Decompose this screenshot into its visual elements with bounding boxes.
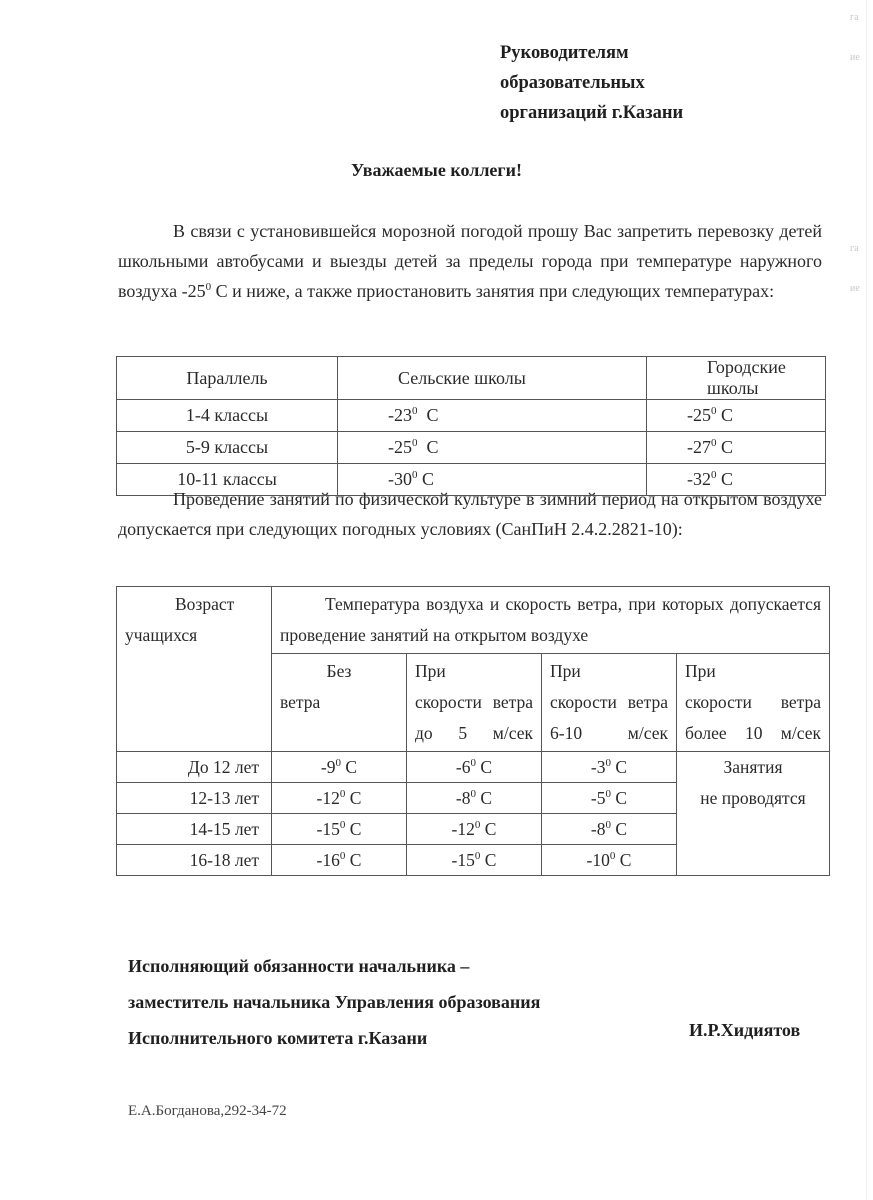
paragraph-text: В связи с установившейся морозной погодой прошу Вас запретить перевозку детей школьными автобусами и выезды детей за пределы города при температуре наружного воздуха -25 — [118, 221, 822, 301]
table-header-row — [117, 357, 826, 400]
school-closure-table — [116, 356, 826, 496]
temp-no-wind: $-16^0$ С — [272, 845, 407, 876]
addressee-line: организаций г.Казани — [500, 103, 684, 123]
bleed-through-mark: га — [850, 12, 859, 23]
age-cell: 14-15 лет — [117, 814, 272, 845]
grade-cell: 5-9 классы — [117, 432, 338, 464]
subheader-wind-5: При скорости ветра до 5 м/сек — [407, 654, 542, 752]
degree-sup: 0 — [205, 281, 212, 293]
paragraph-text: Проведение занятий по физической культуре в зимний период на открытом воздухе допускается при следующих погодных условиях (СанПиН 2.4.2.2821-10): — [118, 489, 822, 539]
subheader-wind-6-10: При скорости ветра 6-10 м/сек — [542, 654, 677, 752]
header-rural: Сельские школы — [338, 357, 647, 400]
subheader-no-wind: Без ветра — [272, 654, 407, 752]
rural-temp: $-23^0$ С — [338, 400, 647, 432]
header-conditions: Температура воздуха и скорость ветра, при которых допускается проведение занятий на открытом воздухе — [272, 587, 830, 654]
grade-cell: 10-11 классы — [117, 464, 338, 496]
grade-cell: 1-4 классы — [117, 400, 338, 432]
salutation: Уважаемые коллеги! — [351, 160, 522, 180]
urban-temp: $-32^0$ С — [647, 464, 826, 496]
urban-temp: $-27^0$ С — [647, 432, 826, 464]
signature-line: заместитель начальника Управления образования — [128, 992, 541, 1012]
temp-wind-5: $-12^0$ С — [407, 814, 542, 845]
temp-wind-5: $-6^0$ С — [407, 752, 542, 783]
table-row — [117, 752, 830, 783]
header-age: Возраст учащихся — [117, 587, 272, 752]
paragraph-transport-ban — [118, 216, 822, 306]
pe-weather-table — [116, 586, 830, 876]
subheader-wind-10-plus: При скорости ветра более 10 м/сек — [677, 654, 830, 752]
paragraph-pe-conditions — [118, 484, 822, 544]
temp-wind-5: $-8^0$ С — [407, 783, 542, 814]
temp-wind-6-10: $-3^0$ С — [542, 752, 677, 783]
age-cell: До 12 лет — [117, 752, 272, 783]
temp-wind-6-10: $-5^0$ С — [542, 783, 677, 814]
rural-temp: $-25^0$ С — [338, 432, 647, 464]
temp-wind-6-10: $-10^0$ С — [542, 845, 677, 876]
temp-no-wind: $-15^0$ С — [272, 814, 407, 845]
paragraph-text: С и ниже, а также приостановить занятия при следующих температурах: — [211, 281, 775, 301]
signature-line: Исполняющий обязанности начальника – — [128, 956, 470, 976]
addressee-block — [500, 38, 683, 128]
addressee-line: Руководителям — [500, 43, 629, 63]
temp-wind-6-10: $-8^0$ С — [542, 814, 677, 845]
temp-wind-5: $-15^0$ С — [407, 845, 542, 876]
rural-temp: $-30^0$ С — [338, 464, 647, 496]
age-cell: 16-18 лет — [117, 845, 272, 876]
temp-no-wind: $-9^0$ С — [272, 752, 407, 783]
signature-line: Исполнительного комитета г.Казани — [128, 1028, 428, 1048]
table-row — [117, 432, 826, 464]
signature-block — [128, 948, 540, 1056]
temp-no-wind: $-12^0$ С — [272, 783, 407, 814]
age-cell: 12-13 лет — [117, 783, 272, 814]
contact-info: Е.А.Богданова,292-34-72 — [128, 1103, 287, 1119]
bleed-through-mark: га — [850, 243, 859, 254]
header-grade: Параллель — [117, 357, 338, 400]
bleed-through-mark: ие — [850, 283, 860, 294]
addressee-line: образовательных — [500, 73, 645, 93]
bleed-through-mark: ие — [850, 52, 860, 63]
classes-cancelled-cell: Занятия не проводятся — [677, 752, 830, 876]
table-row — [117, 400, 826, 432]
urban-temp: $-25^0$ С — [647, 400, 826, 432]
table-header-row — [117, 587, 830, 654]
header-urban: Городские школы — [647, 357, 826, 400]
signer-name: И.Р.Хидиятов — [689, 1020, 801, 1040]
